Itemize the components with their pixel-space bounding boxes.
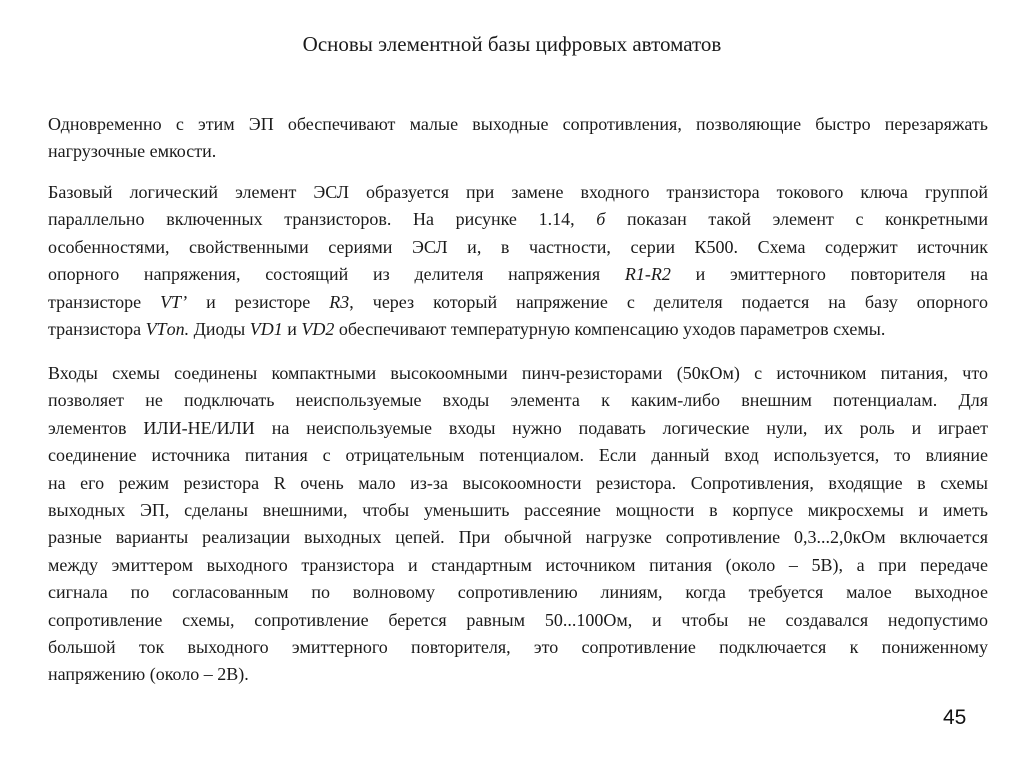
text-segment: большой ток выходного эмиттерного повторителя, это сопротивление подключается к пониженному (48, 636, 988, 657)
text-line (48, 661, 988, 688)
text-line (48, 261, 988, 288)
italic-term: R1-R2 (624, 264, 671, 285)
text-segment: и эмиттерного повторителя на (670, 264, 988, 285)
text-line (48, 415, 988, 442)
text-segment: обеспечивают температурную компенсацию уходов параметров схемы. (334, 318, 886, 339)
text-line (48, 470, 988, 497)
text-segment: Диоды (189, 318, 250, 339)
text-segment: Базовый логический элемент ЭСЛ образуется при замене входного транзистора токового ключа группой (48, 182, 988, 202)
italic-term: VTоп. (145, 318, 190, 339)
text-segment: нагрузочные емкости. (48, 141, 217, 162)
text-segment: соединение источника питания с отрицательным потенциалом. Если данный вход используется, то влияние (48, 445, 988, 466)
text-line (48, 579, 988, 606)
italic-term: VD2 (301, 318, 335, 339)
italic-term: R3 (329, 291, 350, 312)
text-line (48, 497, 988, 524)
text-segment: элементов ИЛИ-НЕ/ИЛИ на неиспользуемые входы нужно подавать логические нули, их роль и играет (48, 417, 988, 438)
text-segment: и (282, 318, 302, 339)
text-line (48, 234, 988, 261)
paragraph-1 (48, 111, 988, 166)
text-segment: и резисторе (187, 291, 330, 312)
text-segment: напряжению (около – 2В). (48, 664, 249, 685)
italic-term: VD1 (249, 318, 283, 339)
text-line (48, 179, 988, 206)
text-segment: Одновременно с этим ЭП обеспечивают малые выходные сопротивления, позволяющие быстро перезаряжать (48, 114, 988, 134)
text-segment: транзисторе (48, 291, 161, 312)
text-segment: выходных ЭП, сделаны внешними, чтобы уменьшить рассеяние мощности в корпусе микросхемы и иметь (48, 499, 988, 520)
text-segment: параллельно включенных транзисторов. На рисунке 1.14, (48, 209, 597, 230)
text-segment: особенностями, свойственными сериями ЭСЛ и, в частности, серии К500. Схема содержит источник (48, 236, 988, 257)
text-segment: опорного напряжения, состоящий из делителя напряжения (48, 264, 625, 285)
italic-term: VT’ (160, 291, 188, 312)
paragraph-3 (48, 360, 988, 689)
text-line (48, 524, 988, 551)
text-line (48, 289, 988, 316)
page-number: 45 (943, 706, 967, 729)
text-segment: позволяет не подключать неиспользуемые входы элемента к каким-либо внешним потенциалам. Для (48, 390, 988, 411)
page-title: Основы элементной базы цифровых автоматов (302, 32, 722, 56)
italic-term: б (596, 209, 606, 230)
text-segment: сопротивление схемы, сопротивление берется равным 50...100Ом, и чтобы не создавался недопустимо (48, 609, 988, 630)
text-segment: сигнала по согласованным по волновому сопротивлению линиям, когда требуется малое выходное (48, 582, 988, 603)
text-line (48, 634, 988, 661)
text-line (48, 111, 988, 138)
text-line (48, 442, 988, 469)
text-segment: между эмиттером выходного транзистора и стандартным источником питания (около – 5В), а при передаче (48, 554, 988, 575)
text-line (48, 387, 988, 414)
text-segment: разные варианты реализации выходных цепей. При обычной нагрузке сопротивление 0,3...2,0кОм включается (48, 527, 988, 548)
text-line (48, 607, 988, 634)
text-segment: показан такой элемент с конкретными (605, 209, 988, 230)
text-line (48, 316, 988, 343)
text-segment: , через который напряжение с делителя подается на базу опорного (349, 291, 988, 312)
text-line (48, 552, 988, 579)
text-line (48, 138, 988, 165)
text-segment: Входы схемы соединены компактными высокоомными пинч-резисторами (50кОм) с источником питания, что (48, 363, 988, 383)
text-line (48, 360, 988, 387)
paragraph-2 (48, 179, 988, 343)
text-line (48, 206, 988, 233)
text-segment: транзистора (48, 318, 146, 339)
text-segment: на его режим резистора R очень мало из-за высокоомности резистора. Сопротивления, входящие в схемы (48, 472, 988, 493)
